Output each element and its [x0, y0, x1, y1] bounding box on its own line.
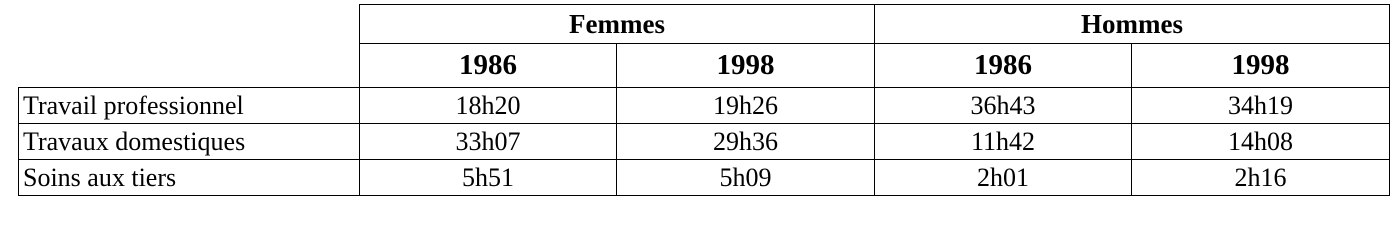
table-cell: 36h43 — [875, 88, 1132, 124]
table-cell: 19h26 — [617, 88, 875, 124]
year-header-femmes-1986: 1986 — [360, 44, 617, 88]
table-cell: 2h16 — [1132, 160, 1390, 196]
table-cell: 2h01 — [875, 160, 1132, 196]
year-header-hommes-1998: 1998 — [1132, 44, 1390, 88]
empty-corner-cell — [19, 5, 360, 88]
table-row — [19, 124, 1390, 160]
table-cell: 33h07 — [360, 124, 617, 160]
table-row — [19, 160, 1390, 196]
table-cell: 18h20 — [360, 88, 617, 124]
group-header-row — [19, 5, 1390, 44]
group-header-hommes: Hommes — [875, 5, 1390, 44]
table-row — [19, 88, 1390, 124]
group-header-femmes: Femmes — [360, 5, 875, 44]
time-use-table — [18, 4, 1390, 196]
row-label-travaux-domestiques: Travaux domestiques — [19, 124, 360, 160]
table-cell: 34h19 — [1132, 88, 1390, 124]
table-cell: 11h42 — [875, 124, 1132, 160]
table-cell: 14h08 — [1132, 124, 1390, 160]
table-cell: 5h51 — [360, 160, 617, 196]
row-label-travail-professionnel: Travail professionnel — [19, 88, 360, 124]
year-header-hommes-1986: 1986 — [875, 44, 1132, 88]
row-label-soins-aux-tiers: Soins aux tiers — [19, 160, 360, 196]
table-cell: 29h36 — [617, 124, 875, 160]
table-cell: 5h09 — [617, 160, 875, 196]
year-header-femmes-1998: 1998 — [617, 44, 875, 88]
